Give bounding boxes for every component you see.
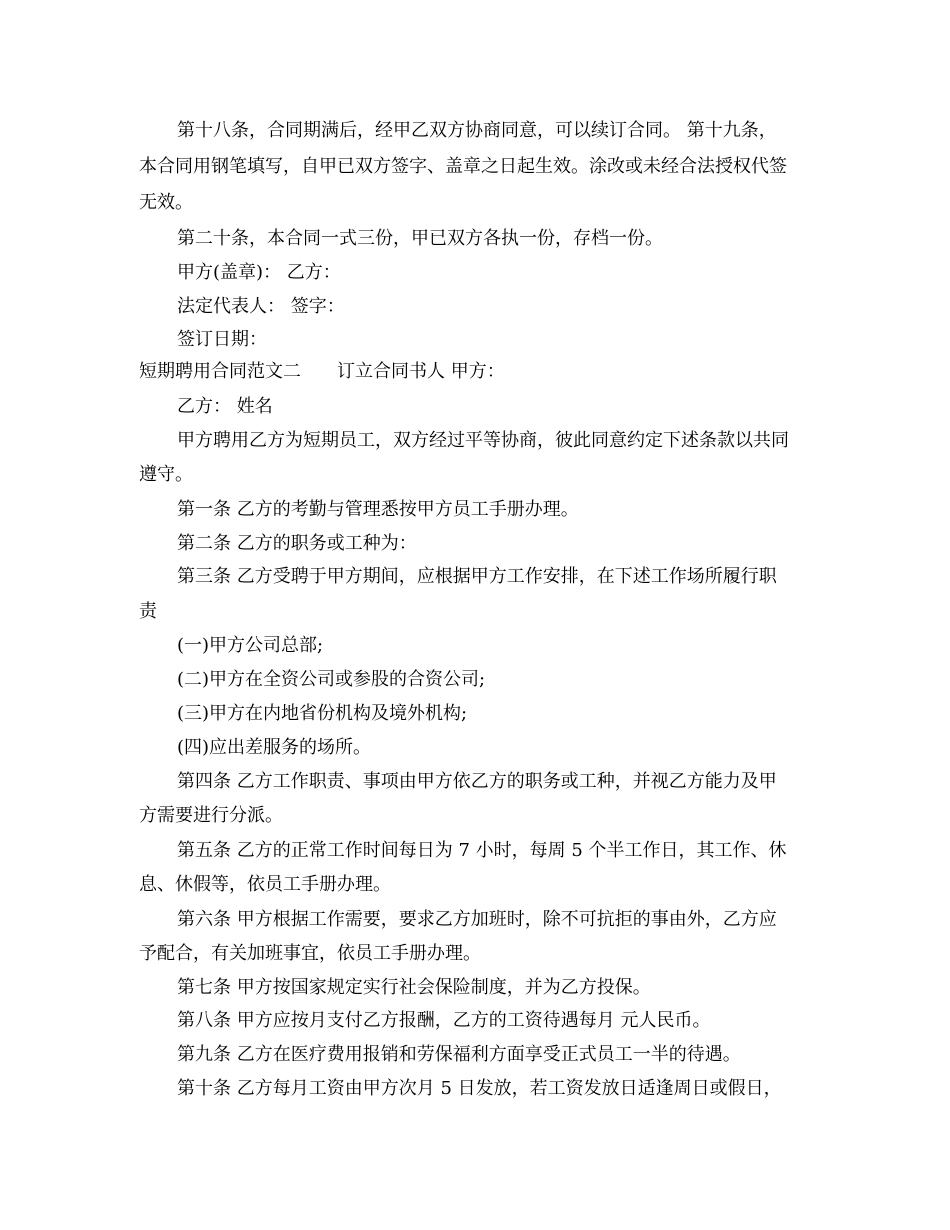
text-line: 第十八条，合同期满后，经甲乙双方协商同意，可以续订合同。 第十九条， <box>177 120 777 141</box>
text-line: 予配合，有关加班事宜，依员工手册办理。 <box>139 943 481 964</box>
clause-line: 第五条 乙方的正常工作时间每日为 7 小时，每周 5 个半工作日，其工作、休 <box>177 840 787 861</box>
text-line: 无效。 <box>139 192 193 213</box>
clause-line: 第七条 甲方按国家规定实行社会保险制度，并为乙方投保。 <box>177 977 651 998</box>
text-line: 责 <box>139 601 157 622</box>
text-line: 本合同用钢笔填写，自甲已双方签字、盖章之日起生效。涂改或未经合法授权代签 <box>139 156 787 177</box>
section-title: 短期聘用合同范文二 <box>139 361 301 382</box>
list-item: (三)甲方在内地省份机构及境外机构; <box>177 703 468 724</box>
text-line: 遵守。 <box>139 464 193 485</box>
clause-line: 第六条 甲方根据工作需要，要求乙方加班时，除不可抗拒的事由外，乙方应 <box>177 909 777 930</box>
clause-line: 第十条 乙方每月工资由甲方次月 5 日发放，若工资发放日适逢周日或假日， <box>177 1078 782 1099</box>
list-item: (二)甲方在全资公司或参股的合资公司; <box>177 669 486 690</box>
signature-line: 甲方(盖章)： 乙方： <box>177 262 341 283</box>
clause-line: 第二条 乙方的职务或工种为： <box>177 533 417 554</box>
clause-line: 第四条 乙方工作职责、事项由甲方依乙方的职务或工种，并视乙方能力及甲 <box>177 771 777 792</box>
clause-line: 第八条 甲方应按月支付乙方报酬，乙方的工资待遇每月 元人民币。 <box>177 1010 711 1031</box>
list-item: (四)应出差服务的场所。 <box>177 737 372 758</box>
list-item: (一)甲方公司总部; <box>177 635 324 656</box>
text-line: 第二十条，本合同一式三份，甲已双方各执一份，存档一份。 <box>177 228 663 249</box>
text-line: 息、休假等，依员工手册办理。 <box>139 874 391 895</box>
date-line: 签订日期： <box>177 329 267 350</box>
text-line: 甲方聘用乙方为短期员工，双方经过平等协商，彼此同意约定下述条款以共同 <box>177 430 789 451</box>
signature-line: 法定代表人： 签字： <box>177 296 345 317</box>
clause-line: 第三条 乙方受聘于甲方期间，应根据甲方工作安排，在下述工作场所履行职 <box>177 566 777 587</box>
section-heading <box>139 361 819 383</box>
text-line: 乙方： 姓名 <box>177 396 273 417</box>
text-line: 方需要进行分派。 <box>139 805 283 826</box>
clause-line: 第九条 乙方在医疗费用报销和劳保福利方面享受正式员工一半的待遇。 <box>177 1044 741 1065</box>
section-subtitle: 订立合同书人 甲方： <box>337 361 505 382</box>
clause-line: 第一条 乙方的考勤与管理悉按甲方员工手册办理。 <box>177 499 579 520</box>
